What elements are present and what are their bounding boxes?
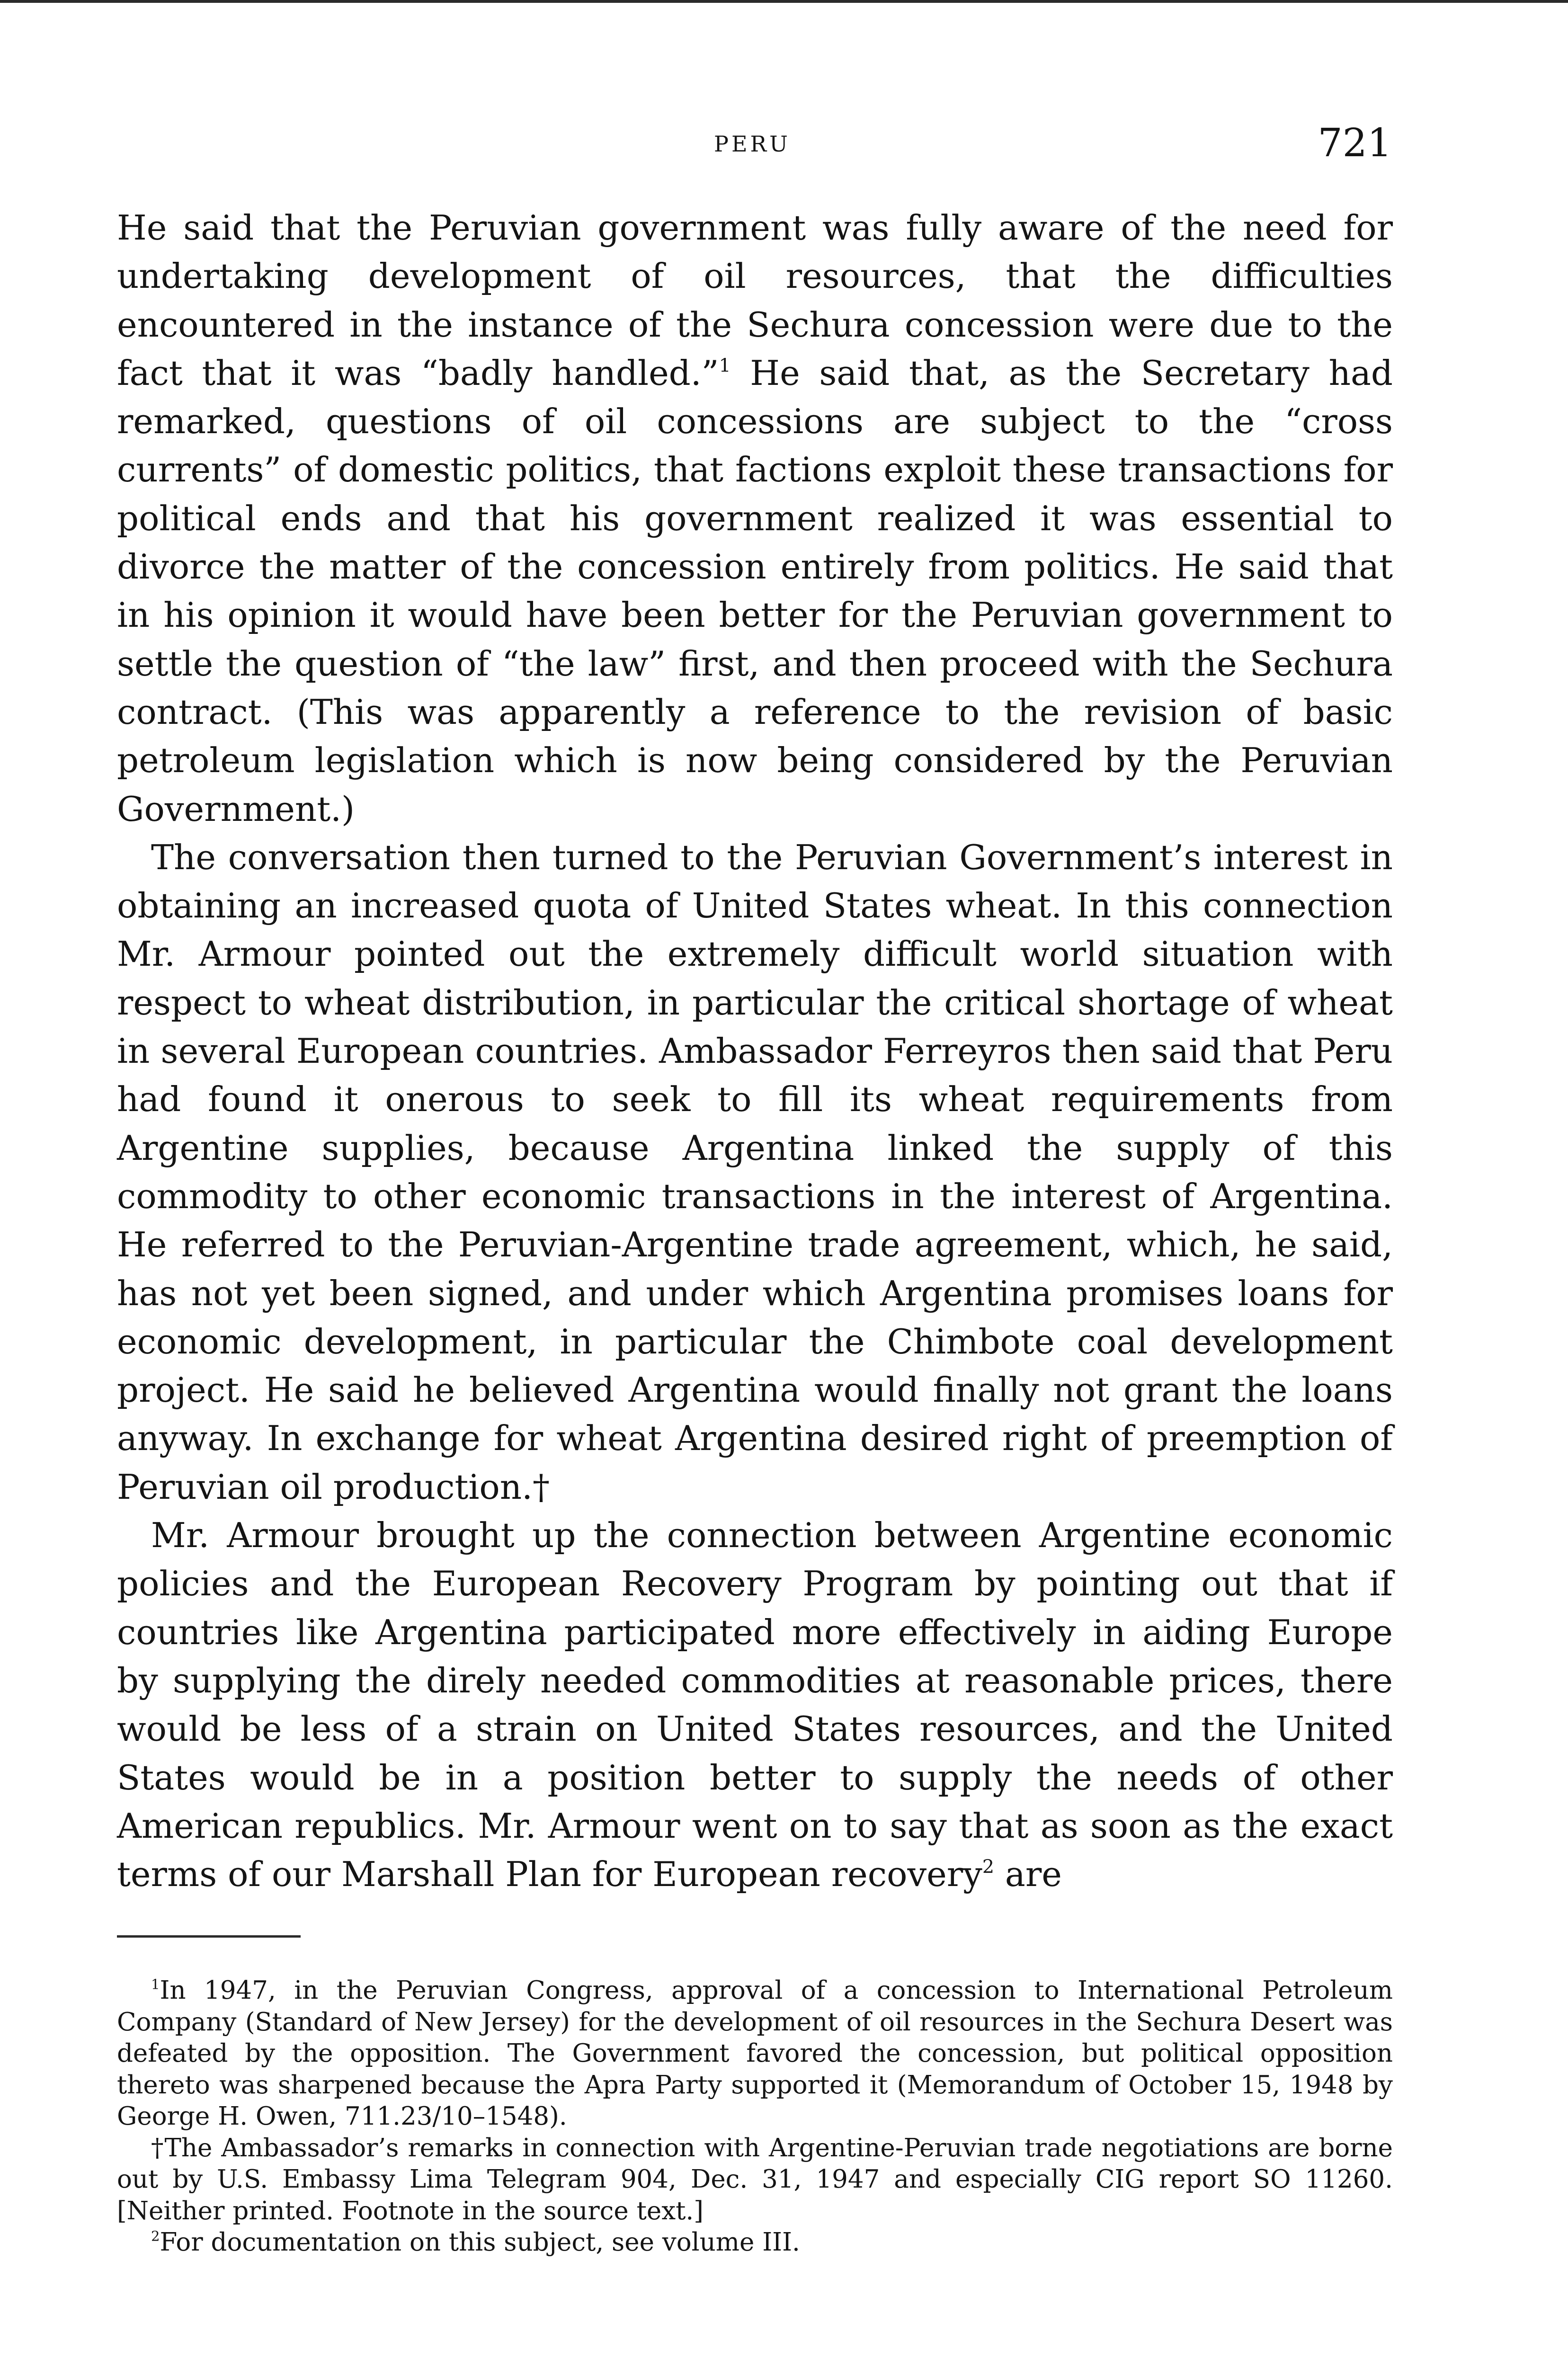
footnote-1-mark: 1 xyxy=(151,1976,160,1993)
footnote-dagger: †The Ambassador’s remarks in connection with Argentine-Peruvian trade negotiations are borne out by U.S. Embassy Lima Telegram 904, Dec. 31, 1947 and especially CIG report SO 11260. [Neither printed. Footnote in the source text.] xyxy=(117,2133,1393,2225)
footnote-ref-1: 1 xyxy=(719,355,731,377)
page-number: 721 xyxy=(1318,121,1392,166)
paragraph-3-text-a: Mr. Armour brought up the connection between Argentine economic policies and the European Recovery Program by pointing out that if countries like Argentina participated more effectively in aiding Europe by supplying the direly needed commodities at reasonable prices, there would be less of a strain on United States resources, and the United States would be in a position better to supply the needs of other American republics. Mr. Armour went on to say that as soon as the exact terms of our Marshall Plan for European recovery xyxy=(117,1515,1393,1895)
paragraph-3-text-b: are xyxy=(994,1854,1062,1895)
top-border-rule xyxy=(0,0,1568,3)
footnote-ref-2: 2 xyxy=(982,1856,995,1878)
paragraph-1-text-a: He said that the Peruvian government was fully aware of the need for undertaking development of oil resources, that the difficulties encountered in the instance of the Sechura concession were due to the fact that it was “badly handled.” xyxy=(117,208,1393,393)
footnote-2-text: For documentation on this subject, see volume III. xyxy=(160,2228,800,2257)
running-head: PERU xyxy=(714,131,791,157)
paragraph-1 xyxy=(117,204,1393,833)
paragraph-2: The conversation then turned to the Peruvian Government’s interest in obtaining an increased quota of United States wheat. In this connection Mr. Armour pointed out the extremely difficult world situation with respect to wheat distribution, in particular the critical shortage of wheat in several European countries. Ambassador Ferreyros then said that Peru had found it onerous to seek to fill its wheat requirements from Argentine supplies, because Argentina linked the supply of this commodity to other economic transactions in the interest of Argentina. He referred to the Peruvian-Argentine trade agreement, which, he said, has not yet been signed, and under which Argentina promises loans for economic development, in particular the Chimbote coal development project. He said he believed Argentina would finally not grant the loans anyway. In exchange for wheat Argentina desired right of preemption of Peruvian oil production.† xyxy=(117,837,1393,1507)
paragraph-1-text-b: He said that, as the Secretary had remarked, questions of oil concessions are subject to the “cross currents” of domestic politics, that factions exploit these transactions for political ends and that his government realized it was essential to divorce the matter of the concession entirely from politics. He said that in his opinion it would have been better for the Peruvian government to settle the question of “the law” first, and then proceed with the Sechura contract. (This was apparently a reference to the revision of basic petroleum legislation which is now being considered by the Peruvian Government.) xyxy=(117,353,1393,829)
footnote-separator xyxy=(117,1935,301,1938)
paragraph-3 xyxy=(117,1511,1393,1898)
footnote-2-mark: 2 xyxy=(151,2228,160,2244)
footnote-1 xyxy=(117,1975,1393,2133)
page-header xyxy=(0,121,1568,173)
body-text xyxy=(117,204,1393,1898)
footnotes xyxy=(117,1975,1393,2259)
footnote-1-text: In 1947, in the Peruvian Congress, approval of a concession to International Petroleum Company (Standard of New Jersey) for the development of oil resources in the Sechura Desert was defeated by the opposition. The Government favored the concession, but political opposition thereto was sharpened because the Apra Party supported it (Memorandum of October 15, 1948 by George H. Owen, 711.23/10–1548). xyxy=(117,1976,1393,2131)
footnote-2 xyxy=(117,2227,1393,2259)
